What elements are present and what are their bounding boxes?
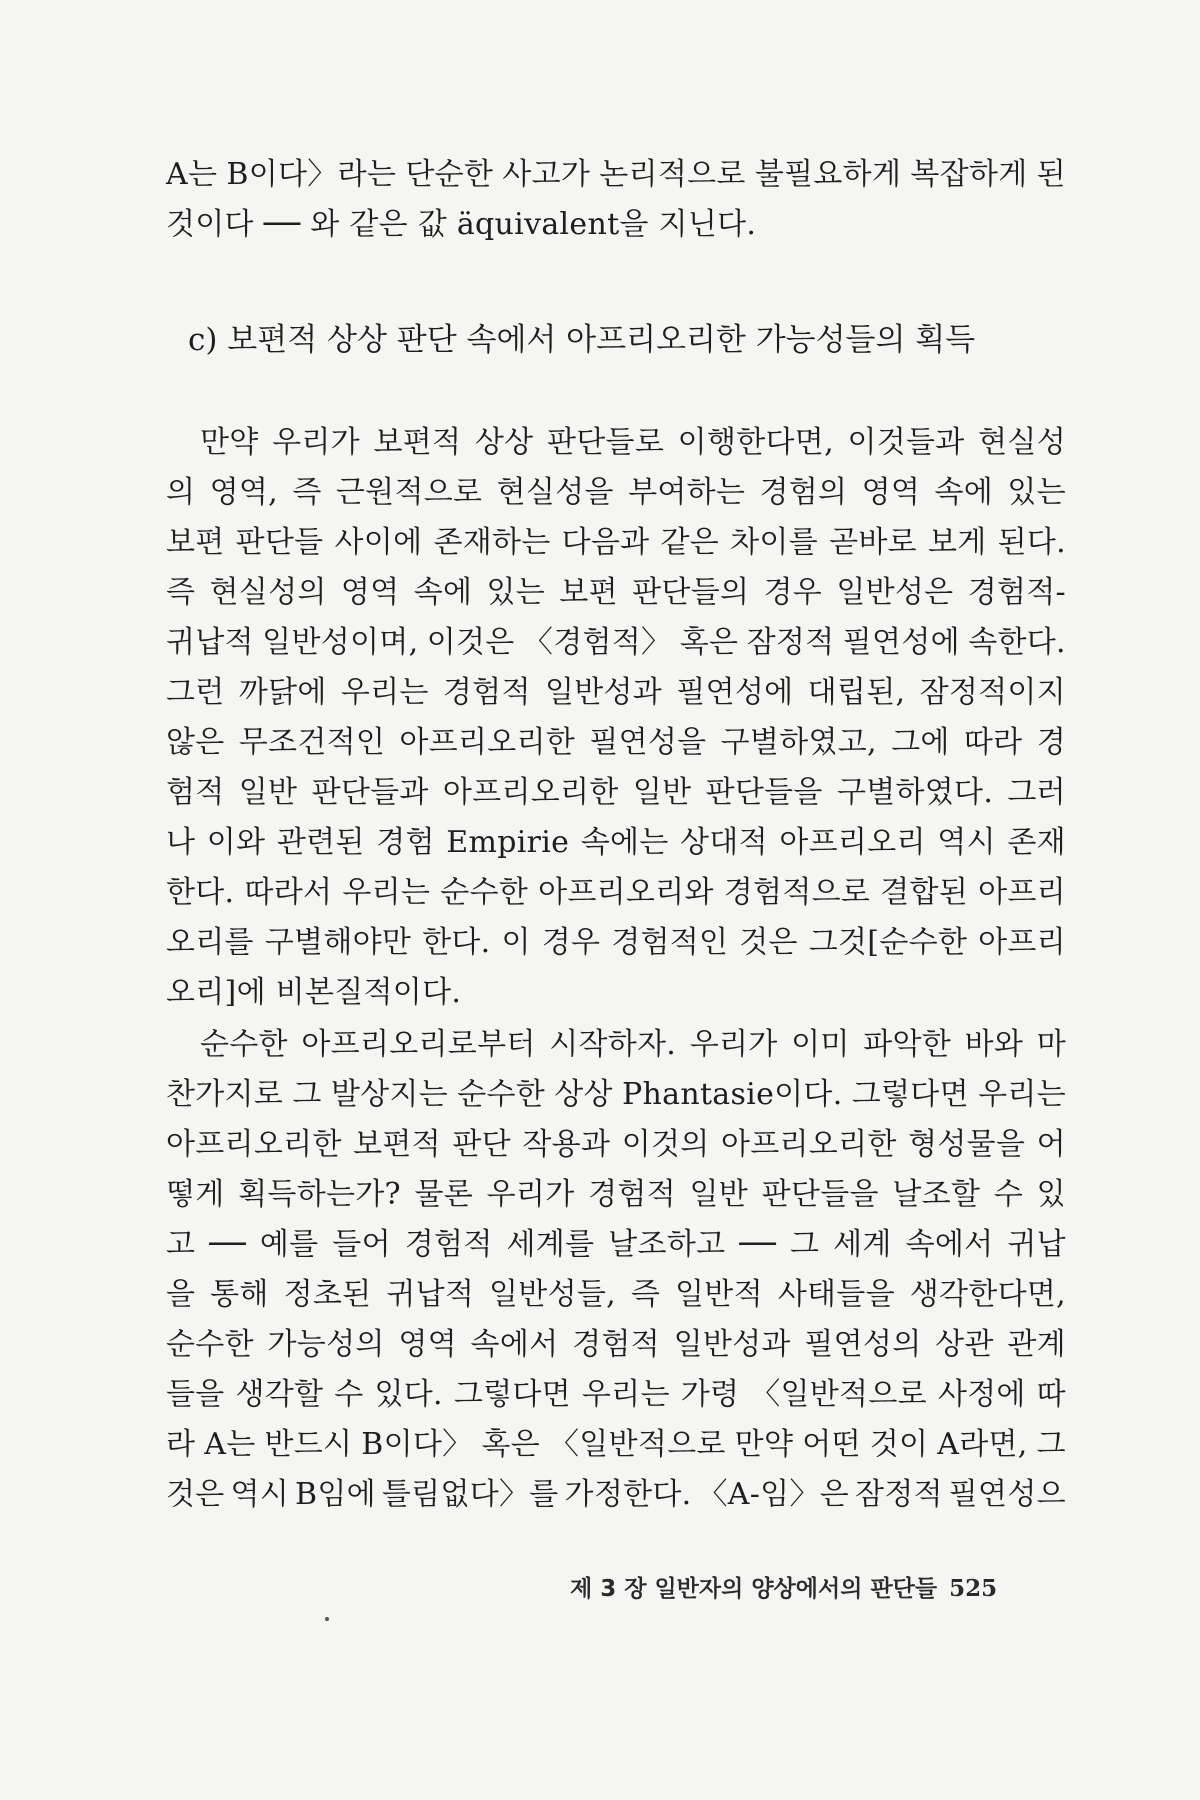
word: 있는 [1007,475,1066,510]
word: 〈일반적으로 [549,1427,726,1462]
word: 있 [1036,1177,1066,1212]
word: 있는 [486,575,546,610]
word: 경험적 [572,1327,660,1362]
word: ── [739,1227,777,1262]
word: 가정한다. [564,1477,692,1512]
text-line [166,1020,1066,1070]
word: B이다〉 [361,1427,473,1462]
word: 아프리오리한 [442,775,619,810]
text-line [166,918,1066,968]
word: 필연성에 [676,675,794,710]
text-line [166,1170,1066,1220]
word: 우리가 [272,425,360,460]
word: 사고가 [502,157,591,192]
word: 우리는 [340,675,429,710]
word: 험적 [166,775,225,810]
word: 어 [1036,1127,1066,1162]
text-line [166,1420,1066,1470]
text-line [166,1220,1066,1270]
word: 반드시 [264,1427,353,1462]
word: 있다. [374,1377,443,1412]
word: 현실성 [978,425,1066,460]
word: 구별하였다. [836,775,994,810]
word: 상상 [554,1077,613,1112]
word: 불필요하게 [754,157,902,192]
word: 발상지는 [330,1077,448,1112]
word: 아프리오리와 [538,875,714,910]
word: 생각할 [235,1377,324,1412]
word: 된 [1036,157,1066,192]
word: 사태들을 [777,1277,895,1312]
word: 잠정적이지 [919,675,1066,710]
text-line: 오리]에 비본질적이다. [166,975,462,1010]
word: 경우 [541,925,601,960]
word: 우리는 [342,875,431,910]
text-line [166,868,1066,918]
word: 경험적 [588,1177,676,1212]
text-line [166,1120,1066,1170]
word: 판단들을 [705,775,823,810]
word: 한다. [422,925,491,960]
word: 그런 [166,675,225,710]
word: 같은 [660,525,720,560]
word: 따라서 [244,875,333,910]
word: 관련된 [276,825,365,860]
word: 역시 [937,825,996,860]
word: 영역, [209,475,278,510]
word: B이다〉라는 [226,157,397,192]
word: 파악한 [863,1027,952,1062]
word: 경험적 [404,1227,493,1262]
word: 순수한 [200,1027,288,1062]
word: 라 [166,1427,196,1462]
text-line [166,718,1066,768]
word: 아프리오리한 [399,725,576,760]
word: 이것의 [621,1127,710,1162]
word: 들을 [166,1377,225,1412]
text-line [166,668,1066,718]
word: 이와 [206,825,266,860]
word: 즉 [166,575,196,610]
word: 우리가 [689,1027,778,1062]
word: 영역 [398,1327,457,1362]
word: 아프리오리한 [166,1127,342,1162]
word: 것은 [166,1477,225,1512]
word: 혹은 [679,625,739,660]
word: 판단 [452,1127,511,1162]
word: 아프리 [978,875,1066,910]
word: 이것은 [426,625,515,660]
word: 속에서 [905,1227,994,1262]
word: 물론 [414,1177,474,1212]
word: 구별하였고, [720,725,877,760]
page-number: 525 [949,1575,998,1602]
word: 나 [166,825,196,860]
word: 가령 [680,1377,740,1412]
word: 생각한다면, [909,1277,1066,1312]
paragraph-2 [166,418,1066,1018]
word: 경험적인 [611,925,729,960]
word: 이것들과 [847,425,965,460]
word: 순수한 [457,1077,546,1112]
word: 귀납적 [386,1277,475,1312]
word: 필연성의 [804,1327,922,1362]
word: 일반성들, [489,1277,616,1312]
word: 혹은 [481,1427,541,1462]
word: 속한다. [968,625,1066,660]
word: 일반 [689,1177,749,1212]
word: 사이에 [334,525,423,560]
text-line [166,468,1066,518]
word: 〈A-임〉은 [697,1477,850,1512]
word: 존재 [1007,825,1066,860]
word: 의 [166,475,196,510]
word: 우리가 [486,1177,575,1212]
word: 수 [993,1177,1024,1212]
word: 경험의 [759,475,848,510]
word: 판단들과 [311,775,429,810]
word: 고 [166,1227,196,1262]
word: 필연성에 [842,625,960,660]
word: 상대적 [680,825,768,860]
word: 대립된, [807,675,906,710]
word: 경 [1036,725,1066,760]
word: 부여하는 [628,475,746,510]
word: 바와 [964,1027,1024,1062]
word: 보편 [166,525,225,560]
word: 들어 [332,1227,391,1262]
word: 속에 [413,575,473,610]
word: 일반 [238,775,298,810]
word: 복잡하게 [910,157,1028,192]
word: 가능성의 [267,1327,385,1362]
word: 경험적으로 [723,875,871,910]
text-line [166,568,1066,618]
word: 된다. [997,525,1066,560]
word: 이행한다면, [677,425,834,460]
word: 차이를 [730,525,818,560]
word: 현실성을 [496,475,614,510]
word: 않은 [166,725,225,760]
word: Phantasie이다. [622,1077,843,1112]
word: 판단들로 [547,425,665,460]
word: 정초된 [283,1277,372,1312]
word: 귀납적 [166,625,254,660]
word: 관계 [1007,1327,1066,1362]
word: 판단들 [235,525,324,560]
word: 경험적 [442,675,531,710]
text-line [166,1070,1066,1120]
word: 근원적으로 [335,475,483,510]
word: 만약 [200,425,259,460]
word: 보편적 [373,425,462,460]
text-line [166,518,1066,568]
text-line [166,618,1066,668]
word: A는 [166,157,218,192]
word: 이 [501,925,531,960]
word: 예를 [259,1227,319,1262]
word: 잠정적 [746,625,835,660]
word: 논리적으로 [599,157,746,192]
word: 날조하고 [608,1227,726,1262]
word: 통해 [210,1277,269,1312]
text-line [166,818,1066,868]
text-line: 것이다 ── 와 같은 값 äquivalent을 지닌다. [166,207,757,242]
word: 즉 [630,1277,661,1312]
word: 귀납 [1007,1227,1066,1262]
chapter-title: 제 3 장 일반자의 양상에서의 판단들 [570,1576,938,1602]
word: Empirie [446,825,570,860]
word: 무조건적인 [238,725,386,760]
word: 그러 [1007,775,1066,810]
text-line [166,150,1066,200]
text-line [166,1470,1066,1520]
word: A라면, [937,1427,1028,1462]
word: 일반성은 [836,575,954,610]
word: 형성물을 [908,1127,1026,1162]
word: 까닭에 [238,675,327,710]
word: 현실성의 [209,575,327,610]
word: 상상 [474,425,534,460]
word: 그 [789,1227,820,1262]
word: 속에서 [470,1327,559,1362]
word: 마 [1036,1027,1066,1062]
word: 일반 [632,775,692,810]
word: 즉 [292,475,322,510]
word: 아프리오리 [779,825,926,860]
word: 이미 [791,1027,850,1062]
word: 필연성으 [948,1477,1066,1512]
word: 역시 [230,1477,290,1512]
word: 필연성을 [589,725,707,760]
word: 결합된 [880,875,969,910]
word: 경험 [376,825,435,860]
word: 것은 [739,925,798,960]
word: 판단들의 [632,575,750,610]
word: B임에 [295,1477,376,1512]
word: 순수한 [166,1327,254,1362]
word: 획득하는가? [238,1177,401,1212]
text-line [166,768,1066,818]
word: 단순한 [405,157,494,192]
section-heading: c) 보편적 상상 판단 속에서 아프리오리한 가능성들의 획득 [188,322,976,358]
word: 찬가지로 [166,1077,284,1112]
word: 것이 [869,1427,929,1462]
word: 아프리오리로부터 [301,1027,536,1062]
word: 존재하는 [433,525,551,560]
word: 그렇다면 [851,1077,969,1112]
word: 그 [292,1077,322,1112]
text-line [166,1320,1066,1370]
word: A는 [204,1427,256,1462]
paragraph-1 [166,150,1066,250]
word: 우리는 [978,1077,1066,1112]
word: 영역 [861,475,921,510]
word: 떻게 [166,1177,225,1212]
word: 보편적 [353,1127,441,1162]
running-footer [570,1570,997,1603]
word: 따라 [963,725,1023,760]
word: 일반성과 [673,1327,791,1362]
paragraph-3 [166,1020,1066,1520]
word: 세계 [833,1227,892,1262]
word: 경험적- [967,575,1066,610]
word: 일반적 [675,1277,763,1312]
word: 한다. [166,875,235,910]
word: 보편 [559,575,618,610]
word: 경우 [763,575,823,610]
word: 일반성이며, [262,625,419,660]
word: 우리는 [581,1377,670,1412]
word: 수 [334,1377,364,1412]
word: 그것[순수한 [808,925,968,960]
word: 작용과 [522,1127,611,1162]
word: 만약 [734,1427,794,1462]
word: 〈경험적〉 [522,625,672,660]
word: 날조할 [892,1177,981,1212]
word: ── [209,1227,246,1262]
word: 잠정적 [854,1477,943,1512]
word: 을 [166,1277,196,1312]
word: 속에 [934,475,994,510]
text-line [166,1370,1066,1420]
word: 곧바로 [829,525,917,560]
word: 세계를 [506,1227,595,1262]
word: 그 [1036,1427,1066,1462]
word: 사정에 [937,1377,1026,1412]
word: 오리를 [166,925,254,960]
word: 〈일반적으로 [750,1377,927,1412]
word: 속에는 [580,825,669,860]
word: 틀림없다〉를 [381,1477,559,1512]
word: 영역 [340,575,400,610]
word: 시작하자. [549,1027,677,1062]
stray-mark [325,1617,329,1621]
word: 따 [1036,1377,1066,1412]
word: 상관 [935,1327,994,1362]
word: 아프리오리한 [720,1127,897,1162]
word: 보게 [927,525,987,560]
word: 순수한 [440,875,529,910]
text-line [166,418,1066,468]
text-line [166,1270,1066,1320]
word: 그에 [891,725,950,760]
word: 판단들을 [761,1177,879,1212]
word: 일반성과 [544,675,663,710]
word: 아프리 [978,925,1066,960]
word: 구별해야만 [264,925,412,960]
word: 다음과 [561,525,650,560]
word: 그렇다면 [453,1377,571,1412]
word: 어떤 [802,1427,861,1462]
